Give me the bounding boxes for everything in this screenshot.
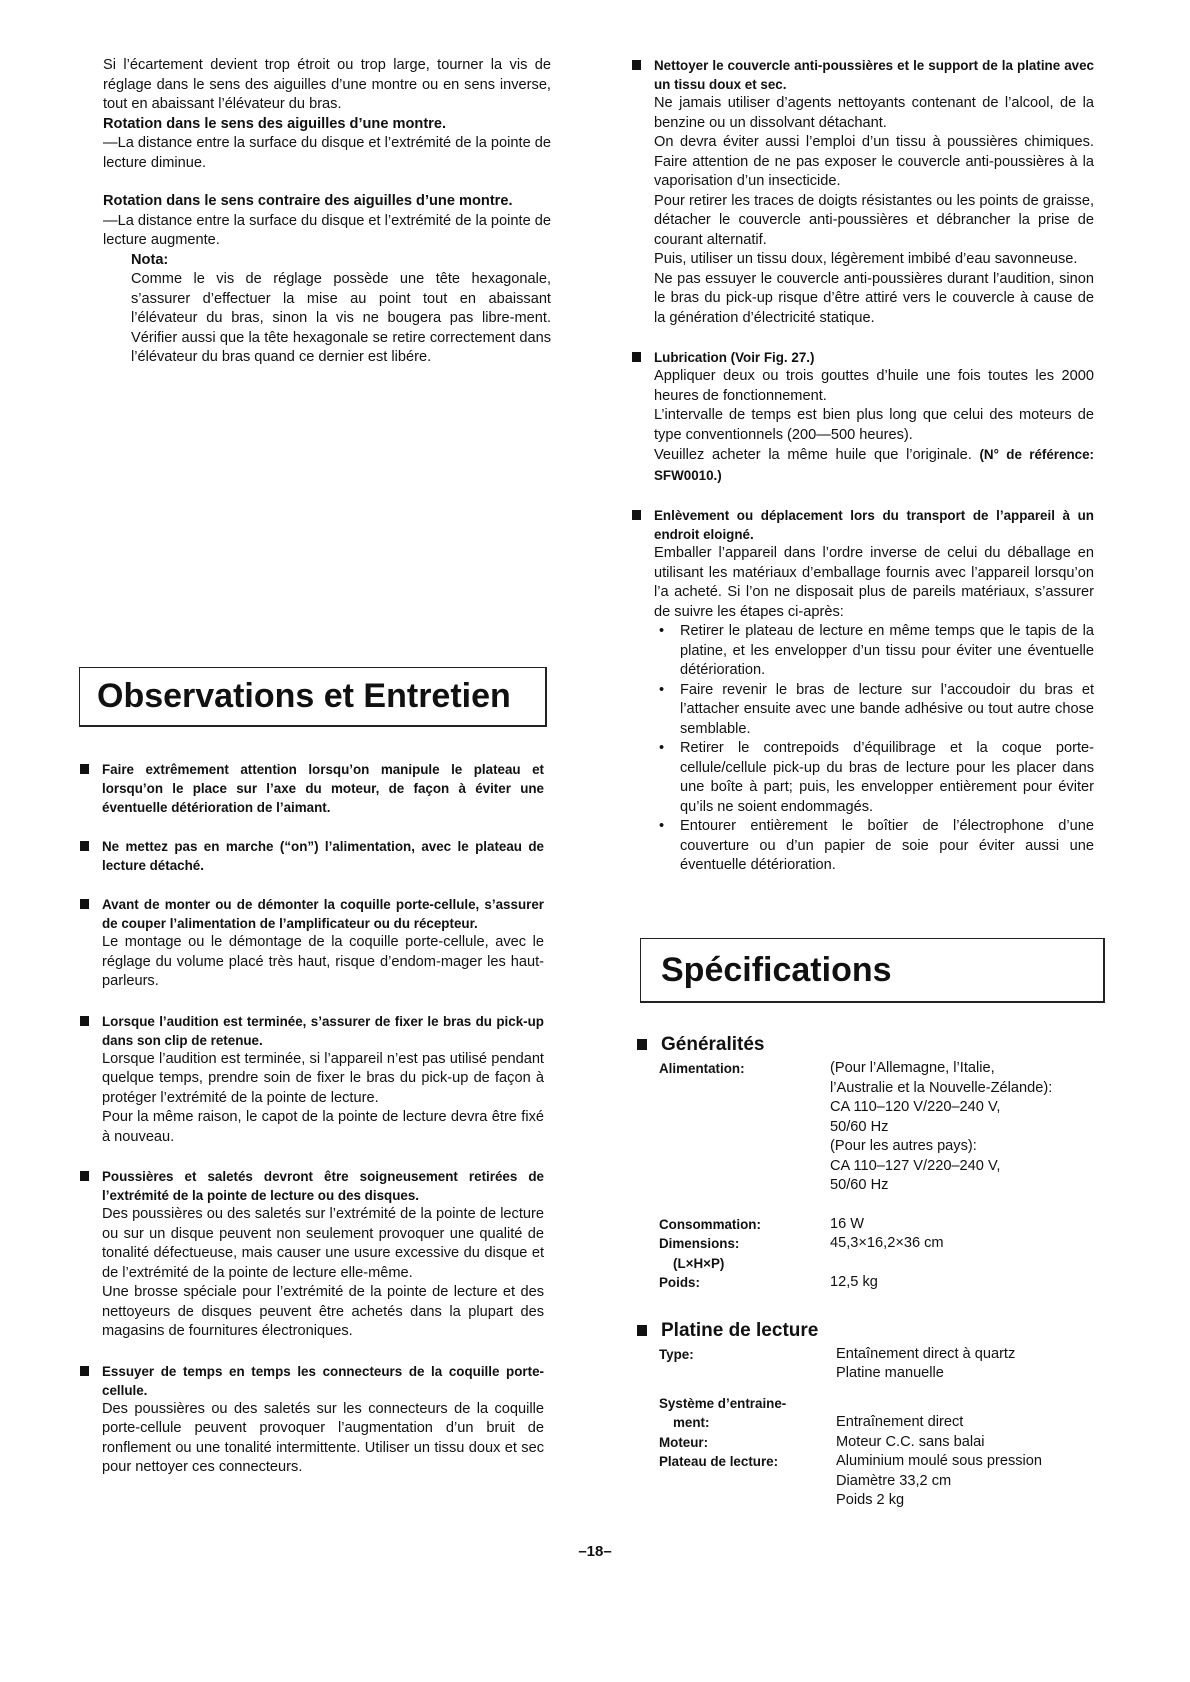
- bullet-square-icon: [80, 899, 89, 909]
- bullet-square-icon: [80, 1016, 89, 1026]
- reference-number: (N° de référence: SFW0010.): [654, 447, 1094, 483]
- spec-row: [637, 1059, 1107, 1196]
- item-body: Ne jamais utiliser d’agents nettoyants contenant de l’alcool, de la benzine ou un dissolvant détachant.: [654, 95, 1094, 131]
- section-title-box: [640, 938, 1105, 1003]
- spec-value-line: l’Australie et la Nouvelle-Zélande):: [830, 1079, 1053, 1096]
- spec-label: Plateau de lecture:: [659, 1454, 779, 1469]
- left-column-top: [103, 56, 551, 368]
- page-number: –18–: [578, 1543, 612, 1560]
- spec-label: Poids:: [659, 1275, 700, 1290]
- note-block: [103, 251, 551, 368]
- item-heading: Lorsque l’audition est terminée, s’assurer de fixer le bras du pick-up dans son clip de retenue.: [102, 1013, 544, 1048]
- note-text: Comme le vis de réglage possède une tête hexagonale, s’assurer d’effectuer la mise au point tout en abaissant l’élévateur du bras, sinon la vis ne bougera pas libre-ment. Vérifier aussi que la tête hexagonale se retire correctement dans l’élévateur du bras quand ce dernier est libére.: [131, 271, 551, 365]
- item-body: Des poussières ou des saletés sur les connecteurs de la coquille porte-cellule peuvent provoquer l’augmentation d’un bruit de ronflement ou une tonalité intermittente. Utiliser un tissu doux et sec pour nettoyer ces connecteurs.: [102, 1400, 544, 1475]
- spec-value: [830, 1059, 1107, 1196]
- spec-value-line: 50/60 Hz: [830, 1118, 889, 1135]
- section-title: Observations et Entretien: [97, 677, 511, 715]
- paragraph: —La distance entre la surface du disque et l’extrémité de la pointe de lecture augmente.: [103, 212, 551, 248]
- bullet-square-icon: [637, 1039, 647, 1050]
- spec-row: [637, 1254, 1107, 1274]
- spec-row: [637, 1234, 1107, 1254]
- list-item: [632, 56, 1094, 328]
- item-body: Emballer l’appareil dans l’ordre inverse de celui du déballage en utilisant les matériaux d’emballage fournis avec l’appareil lorsqu’on l’a acheté. Si l’on ne disposait plus de pareils matériaux, s’assurer de suivre les étapes ci-après:: [654, 545, 1094, 620]
- subheading: Rotation dans le sens des aiguilles d’une montre.: [103, 115, 447, 132]
- right-column: [632, 56, 1094, 876]
- spec-value: Moteur C.C. sans balai: [836, 1433, 985, 1450]
- spec-value-line: Aluminium moulé sous pression: [836, 1453, 1043, 1469]
- spec-value-line: Diamètre 33,2 cm: [836, 1472, 952, 1489]
- spec-group-title: Platine de lecture: [661, 1319, 819, 1341]
- item-body: Le montage ou le démontage de la coquille porte-cellule, avec le réglage du volume placé très haut, risque d’endom-mager les haut-parleurs.: [102, 934, 544, 989]
- list-item: [80, 837, 544, 875]
- bullet-square-icon: [632, 510, 641, 520]
- spec-value-line: CA 110–127 V/220–240 V,: [830, 1157, 1001, 1174]
- item-body: Appliquer deux ou trois gouttes d’huile une fois toutes les 2000 heures de fonctionnement.: [654, 368, 1094, 404]
- item-heading: Faire extrêmement attention lorsqu’on manipule le plateau et lorsqu’on le place sur l’axe du moteur, de façon à éviter une éventuelle détérioration de l’aimant.: [102, 762, 544, 815]
- spec-value: 45,3×16,2×36 cm: [830, 1235, 944, 1251]
- item-body: [654, 445, 1094, 486]
- list-item: [80, 1167, 544, 1342]
- paragraph: Si l’écartement devient trop étroit ou trop large, tourner la vis de réglage dans le sens des aiguilles d’une montre ou en sens inverse, tout en abaissant l’élévateur du bras.: [103, 57, 551, 112]
- spec-value-line: CA 110–120 V/220–240 V,: [830, 1099, 1001, 1115]
- item-body: On devra éviter aussi l’emploi d’un tissu à poussières chimiques. Faire attention de ne pas exposer le couvercle anti-poussières à la vaporisation d’un insecticide.: [654, 134, 1094, 189]
- spec-row: [637, 1433, 1107, 1453]
- spec-row: [637, 1452, 1107, 1511]
- bullet-square-icon: [80, 764, 89, 774]
- spec-value: [836, 1394, 1107, 1414]
- spec-label: Dimensions:: [659, 1236, 740, 1251]
- bullet-square-icon: [80, 841, 89, 851]
- item-heading: Lubrication (Voir Fig. 27.): [654, 350, 815, 365]
- item-body: Puis, utiliser un tissu doux, légèrement imbibé d’eau savonneuse.: [654, 251, 1078, 267]
- spec-label: Alimentation:: [659, 1061, 745, 1076]
- spec-label: (L×H×P): [673, 1255, 725, 1271]
- spec-group-heading: [637, 1033, 1107, 1057]
- bullet-item: • Retirer le contrepoids d’équilibrage et la coque porte-cellule/cellule pick-up du bras de lecture pour les placer dans une boîte à part; puis, les envelopper entièrement pour éviter qu’ils ne soient endommagés.: [654, 739, 1094, 817]
- bullet-item: • Faire revenir le bras de lecture sur l’accoudoir du bras et l’attacher ensuite avec une bande adhésive ou tout autre chose semblable.: [654, 681, 1094, 740]
- item-body-text: Veuillez acheter la même huile que l’originale.: [654, 447, 972, 463]
- spec-label: ment:: [673, 1415, 710, 1430]
- section-title: Spécifications: [661, 951, 892, 989]
- item-body: Pour la même raison, le capot de la pointe de lecture devra être fixé à nouveau.: [102, 1109, 544, 1145]
- spec-row: [637, 1394, 1107, 1414]
- spec-label: Type:: [659, 1346, 694, 1362]
- spec-value-line: 50/60 Hz: [830, 1177, 889, 1193]
- spec-row: [637, 1345, 1107, 1384]
- left-column-items: [80, 760, 544, 1478]
- spec-value-line: Platine manuelle: [836, 1365, 944, 1381]
- spec-value: Entraînement direct: [836, 1414, 964, 1430]
- spec-value: 16 W: [830, 1215, 865, 1232]
- spec-group-heading: [637, 1319, 1107, 1343]
- spec-label: Moteur:: [659, 1434, 709, 1450]
- spec-row: [637, 1215, 1107, 1235]
- item-heading: Ne mettez pas en marche (“on”) l’alimentation, avec le plateau de lecture détaché.: [102, 839, 544, 873]
- spec-label: Consommation:: [659, 1216, 761, 1232]
- spec-value: 12,5 kg: [830, 1274, 878, 1290]
- item-heading: Avant de monter ou de démonter la coquille porte-cellule, s’assurer de couper l’alimentation de l’amplificateur ou du récepteur.: [102, 897, 544, 931]
- bullet-square-icon: [637, 1325, 647, 1336]
- item-heading: Essuyer de temps en temps les connecteurs de la coquille porte-cellule.: [102, 1363, 544, 1398]
- paragraph: —La distance entre la surface du disque et l’extrémité de la pointe de lecture diminue.: [103, 135, 551, 171]
- bullet-square-icon: [80, 1366, 89, 1376]
- item-heading: Nettoyer le couvercle anti-poussières et le support de la platine avec un tissu doux et sec.: [654, 58, 1094, 92]
- bullet-item: • Retirer le plateau de lecture en même temps que le tapis de la platine, et les envelopper d’un tissu pour éviter une éventuelle détérioration.: [654, 622, 1094, 681]
- item-body: Ne pas essuyer le couvercle anti-poussières durant l’audition, sinon le bras du pick-up risque d’être attiré vers le couvercle à cause de la génération d’électricité statique.: [654, 270, 1094, 326]
- list-item: [80, 760, 544, 817]
- bullet-square-icon: [80, 1171, 89, 1181]
- subheading: Rotation dans le sens contraire des aiguilles d’une montre.: [103, 193, 513, 209]
- list-item: [632, 506, 1094, 876]
- item-heading: Poussières et saletés devront être soigneusement retirées de l’extrémité de la pointe de lecture ou des disques.: [102, 1169, 544, 1203]
- spec-value-line: Entaînement direct à quartz: [836, 1345, 1016, 1362]
- specifications: [637, 1033, 1107, 1511]
- list-item: [632, 348, 1094, 486]
- spec-value-line: Poids 2 kg: [836, 1492, 905, 1508]
- spec-value-line: (Pour l’Allemagne, l’Italie,: [830, 1060, 995, 1076]
- spec-label: Système d’entraine-: [659, 1395, 787, 1411]
- item-body: Des poussières ou des saletés sur l’extrémité de la pointe de lecture ou sur un disque peuvent non seulement provoquer une qualité de tonalité défectueuse, mais causer une usure excessive du disque et de l’extrémité de la pointe de lecture elle-même.: [102, 1206, 544, 1281]
- spec-value: [836, 1452, 1107, 1511]
- spec-row: [637, 1273, 1107, 1293]
- section-title-box: [79, 667, 547, 727]
- spec-group-title: Généralités: [661, 1034, 765, 1055]
- list-item: [80, 1362, 544, 1478]
- bullet-item: • Entourer entièrement le boîtier de l’électrophone d’une couverture ou d’un papier de soie pour éviter aussi une éventuelle détérioration.: [654, 817, 1094, 876]
- bullet-square-icon: [632, 352, 641, 362]
- item-body: L’intervalle de temps est bien plus long que celui des moteurs de type conventionnels (200—500 heures).: [654, 407, 1094, 443]
- item-body: Une brosse spéciale pour l’extrémité de la pointe de lecture et des nettoyeurs de disques peuvent être achetés dans la plupart des magasins de fournitures électroniques.: [102, 1284, 544, 1339]
- list-item: [80, 895, 544, 992]
- spec-value: [836, 1345, 1107, 1384]
- list-item: [80, 1012, 544, 1148]
- spec-value: [830, 1254, 1107, 1274]
- spec-value-line: (Pour les autres pays):: [830, 1138, 977, 1154]
- item-body: Pour retirer les traces de doigts résistantes ou les points de graisse, détacher le couvercle anti-poussières et débrancher la prise de courant alternatif.: [654, 192, 1094, 248]
- spec-row: [637, 1413, 1107, 1433]
- bullet-square-icon: [632, 60, 641, 70]
- item-heading: Enlèvement ou déplacement lors du transport de l’appareil à un endroit eloigné.: [654, 508, 1094, 542]
- item-body: Lorsque l’audition est terminée, si l’appareil n’est pas utilisé pendant quelque temps, prendre soin de fixer le bras du pick-up de façon à protéger l’extrémité de la pointe de lecture.: [102, 1050, 544, 1106]
- note-label: Nota:: [131, 251, 169, 268]
